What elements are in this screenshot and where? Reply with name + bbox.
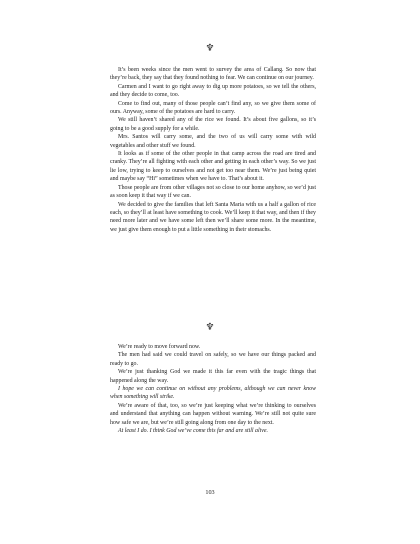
- paragraph: Mrs. Santos will carry some, and the two of us will carry some with wild vegetables and other stuff we found.: [110, 134, 316, 149]
- paragraph: We’re just thanking God we made it this far even with the tragic things that happened along the way.: [110, 369, 316, 384]
- paragraph: It looks as if some of the other people in that camp across the road are tired and cranky. They’re all fighting with each other and getting in each other’s way. So we just lie low, trying to keep to ourselves and not get too near them. We’re just being quiet and maybe say “Hi” sometimes when we have to. That’s about it.: [110, 151, 316, 183]
- paragraph: The men had said we could travel on safely, so we have our things packed and ready to go.: [110, 352, 316, 367]
- paragraph: Come to find out, many of those people can’t find any, so we give them some of ours. Anyway, some of the potatoes are hard to carry.: [110, 100, 316, 116]
- paragraph: We decided to give the families that left Santa Maria with us a half a gallon of rice each, so they’ll at least have something to cook. We’ll keep it that way, and then if they need more later and we have some left then we’ll share some more. In the meantime, we just give them enough to put a little something in their stomachs.: [110, 201, 316, 233]
- paragraph: Carmen and I want to go right away to dig up more potatoes, so we tell the others, and they decide to come, too.: [110, 83, 316, 99]
- section-2-text: [110, 343, 316, 435]
- section-1-text: [110, 66, 316, 234]
- paragraph: We’re aware of that, too, so we’re just keeping what we’re thinking to ourselves and understand that anything can happen without warning. We’re still not quite sure how safe we are, but we’re still going along from one day to the next.: [110, 402, 316, 426]
- paragraph: We’re ready to move forward now.: [118, 344, 201, 350]
- paragraph: I hope we can continue on without any problems, although we can never know when something will strike.: [110, 386, 316, 401]
- paragraph: At least I do. I think God we’ve come this far and are still alive.: [118, 428, 268, 435]
- page-number: 103: [205, 489, 215, 496]
- section-ornament-icon: ♆: [205, 322, 215, 333]
- paragraph: It’s been weeks since the men went to survey the area of Callang. So now that they’re back, they say that they found nothing to fear. We can continue on our journey.: [110, 67, 316, 82]
- paragraph: Those people are from other villages not so close to our home anyhow, so we’d just as soon keep it that way if we can.: [110, 184, 316, 200]
- paragraph: We still haven’t shared any of the rice we found. It’s about five gallons, so it’s going to be a good supply for a while.: [110, 117, 316, 132]
- section-ornament-icon: ♆: [205, 43, 215, 54]
